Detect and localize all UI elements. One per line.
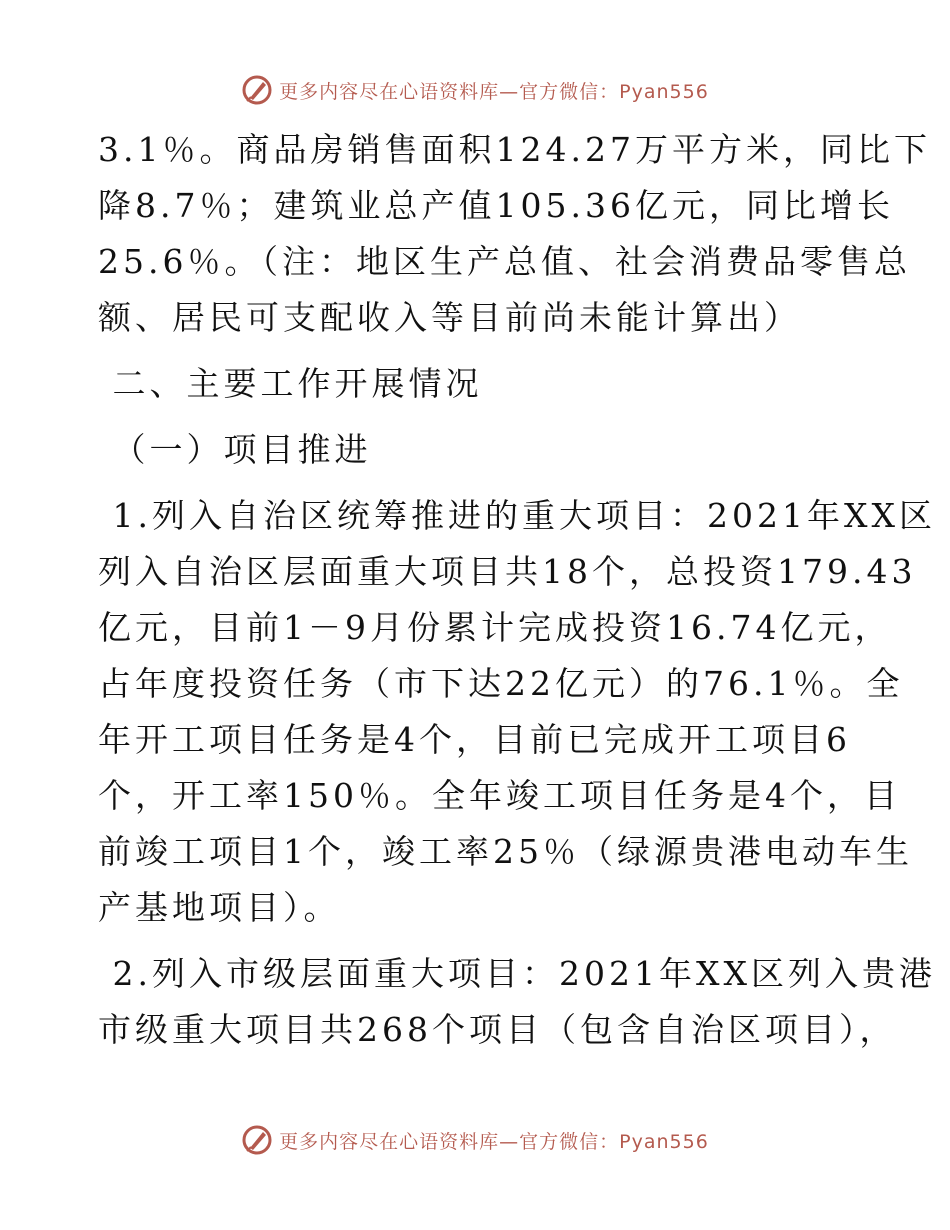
header-watermark bbox=[0, 70, 950, 110]
footer-watermark bbox=[0, 1120, 950, 1160]
text-line: 25.6％。（注：地区生产总值、社会消费品零售总 bbox=[98, 242, 911, 281]
text-line: 3.1％。商品房销售面积124.27万平方米，同比下 bbox=[98, 130, 931, 169]
watermark-text: 更多内容尽在心语资料库—官方微信：Pyan556 bbox=[279, 1130, 709, 1153]
text-line: 产基地项目）。 bbox=[98, 888, 341, 927]
paragraph-item-2 bbox=[98, 946, 936, 1058]
text-line: 2.列入市级层面重大项目：2021年XX区列入贵港 bbox=[98, 954, 936, 993]
quill-logo-icon bbox=[241, 1124, 273, 1156]
subheading-text: （一）项目推进 bbox=[98, 430, 372, 469]
document-body bbox=[98, 122, 936, 1058]
text-line: 个，开工率150％。全年竣工项目任务是4个，目 bbox=[98, 776, 901, 815]
watermark-text: 更多内容尽在心语资料库—官方微信：Pyan556 bbox=[279, 80, 709, 103]
text-line: 年开工项目任务是4个，目前已完成开工项目6 bbox=[98, 720, 851, 759]
section-heading bbox=[98, 356, 858, 412]
text-line: 前竣工项目1个，竣工率25％（绿源贵港电动车生 bbox=[98, 832, 913, 871]
paragraph-item-1 bbox=[98, 488, 936, 936]
text-line: 降8.7％；建筑业总产值105.36亿元，同比增长 bbox=[98, 186, 894, 225]
subsection-heading bbox=[98, 422, 858, 478]
text-line: 1.列入自治区统筹推进的重大项目：2021年XX区 bbox=[98, 496, 936, 535]
text-line: 占年度投资任务（市下达22亿元）的76.1％。全 bbox=[98, 664, 904, 703]
text-line: 列入自治区层面重大项目共18个，总投资179.43 bbox=[98, 552, 917, 591]
text-line: 亿元，目前1－9月份累计完成投资16.74亿元， bbox=[98, 608, 892, 647]
text-line: 额、居民可支配收入等目前尚未能计算出） bbox=[98, 298, 801, 337]
paragraph-stats bbox=[98, 122, 931, 346]
heading-text: 二、主要工作开展情况 bbox=[98, 364, 483, 403]
quill-logo-icon bbox=[241, 74, 273, 106]
text-line: 市级重大项目共268个项目（包含自治区项目）， bbox=[98, 1010, 897, 1049]
